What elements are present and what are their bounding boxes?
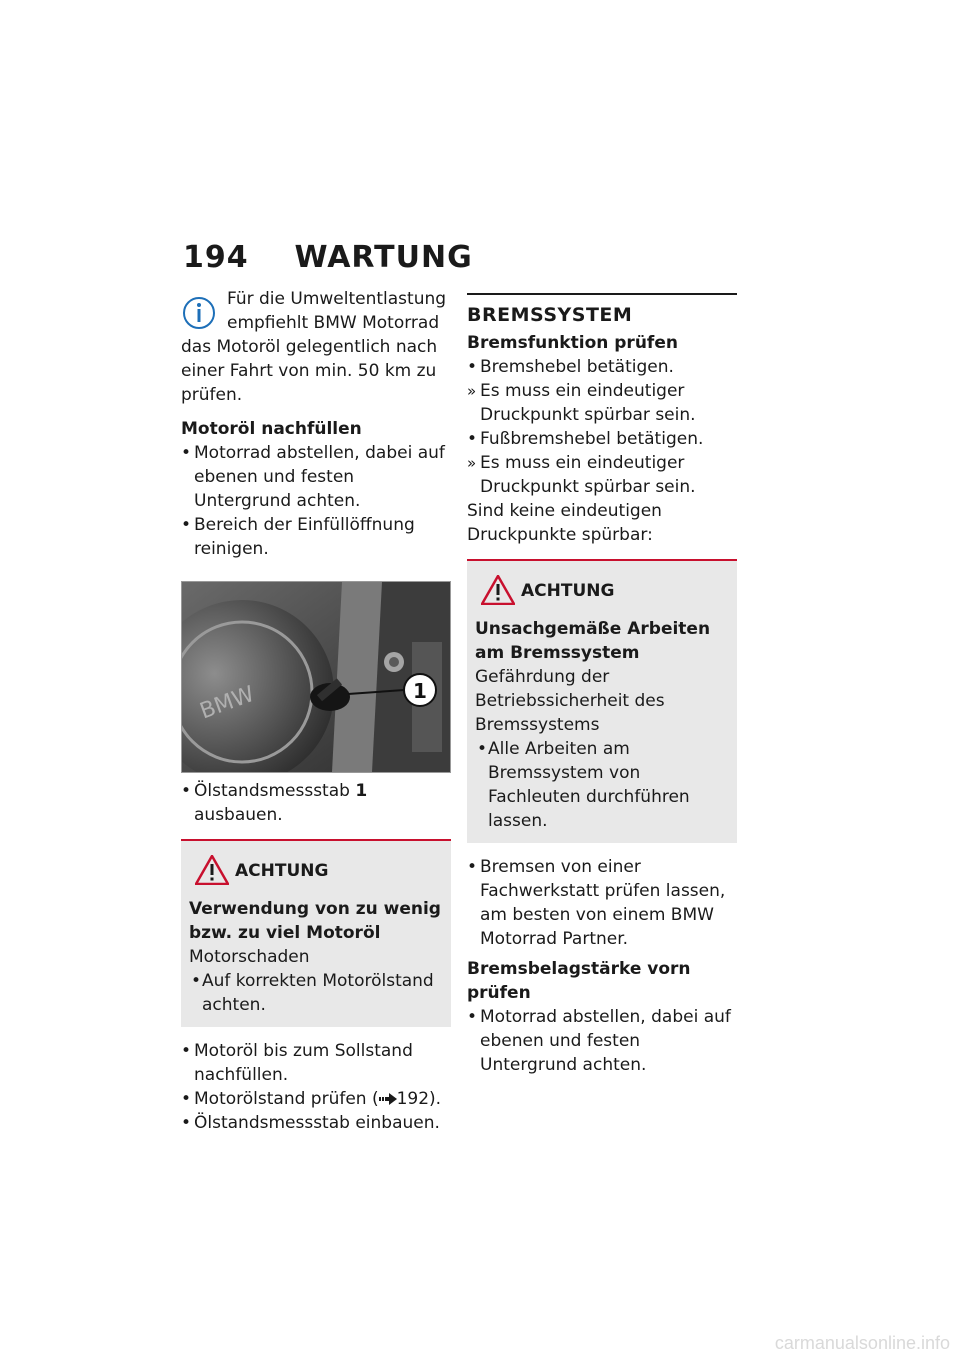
result-pressure-point-rear: » Es muss ein eindeutiger Druckpunkt spürbar sein. bbox=[467, 451, 737, 499]
engine-photo bbox=[181, 581, 451, 773]
warning-title: ACHTUNG bbox=[235, 861, 329, 881]
engine-illustration bbox=[182, 582, 450, 772]
watermark-link[interactable]: carmanualsonline.info bbox=[774, 1333, 950, 1353]
step-foot-brake: • Fußbremshebel betätigen. bbox=[467, 427, 737, 451]
page-header bbox=[183, 240, 473, 275]
step-workshop: • Bremsen von einer Fachwerkstatt prüfen lassen, am besten von einem BMW Motorrad Partner. bbox=[467, 855, 737, 951]
warning-instruction: • Auf korrekten Motorölstand achten. bbox=[189, 969, 443, 1017]
step-install-dipstick: • Ölstandsmessstab einbauen. bbox=[181, 1111, 451, 1135]
warning-title: ACHTUNG bbox=[521, 581, 615, 601]
warning-consequence: Gefährdung der Betriebssicherheit des Bremssystems bbox=[475, 667, 665, 735]
environment-note bbox=[181, 287, 451, 407]
section-heading-oil: Motoröl nachfüllen bbox=[181, 419, 362, 439]
left-column bbox=[181, 287, 451, 1135]
note-text-first: Für die Umweltentlastung bbox=[227, 289, 447, 309]
right-column bbox=[467, 293, 737, 1077]
result-pressure-point-front: » Es muss ein eindeutiger Druckpunkt spürbar sein. bbox=[467, 379, 737, 427]
warning-heading: Unsachgemäße Arbeiten am Bremssystem bbox=[475, 619, 711, 663]
step-fill: • Motoröl bis zum Sollstand nachfüllen. bbox=[181, 1039, 451, 1087]
note-text-rest-2: das Motoröl gelegentlich nach einer Fahrt von min. 50 km zu prüfen. bbox=[181, 337, 438, 405]
step-check-level: • Motorölstand prüfen ( 192). bbox=[181, 1087, 451, 1111]
step-remove-dipstick: • Ölstandsmessstab 1 ausbauen. bbox=[181, 779, 451, 827]
callout-label: 1 bbox=[413, 679, 427, 703]
page-number: 194 bbox=[183, 240, 249, 275]
page-reference-icon bbox=[379, 1093, 397, 1105]
condition-text: Sind keine eindeutigen Druckpunkte spürbar: bbox=[467, 501, 662, 545]
warning-instruction: • Alle Arbeiten am Bremssystem von Fachleuten durchführen lassen. bbox=[475, 737, 729, 833]
step-clean: • Bereich der Einfüllöffnung reinigen. bbox=[181, 513, 451, 561]
engine-logo: BMW bbox=[196, 681, 258, 725]
section-title-brakes: BREMSSYSTEM bbox=[467, 293, 737, 327]
heading-brake-function: Bremsfunktion prüfen bbox=[467, 333, 678, 353]
warning-heading: Verwendung von zu wenig bzw. zu viel Motoröl bbox=[189, 899, 441, 943]
step-park: • Motorrad abstellen, dabei auf ebenen und festen Untergrund achten. bbox=[181, 441, 451, 513]
warning-triangle-icon bbox=[195, 855, 229, 885]
warning-box-oil bbox=[181, 839, 451, 1027]
info-icon bbox=[181, 295, 217, 331]
chapter-title: WARTUNG bbox=[294, 240, 473, 275]
step-park-right: • Motorrad abstellen, dabei auf ebenen und festen Untergrund achten. bbox=[467, 1005, 737, 1077]
warning-box-brakes bbox=[467, 559, 737, 843]
warning-consequence: Motorschaden bbox=[189, 947, 310, 967]
warning-triangle-icon bbox=[481, 575, 515, 605]
note-text-rest-1: empfiehlt BMW Motorrad bbox=[227, 313, 440, 333]
heading-brake-pad: Bremsbelagstärke vorn prüfen bbox=[467, 959, 691, 1003]
step-brake-lever: • Bremshebel betätigen. bbox=[467, 355, 737, 379]
